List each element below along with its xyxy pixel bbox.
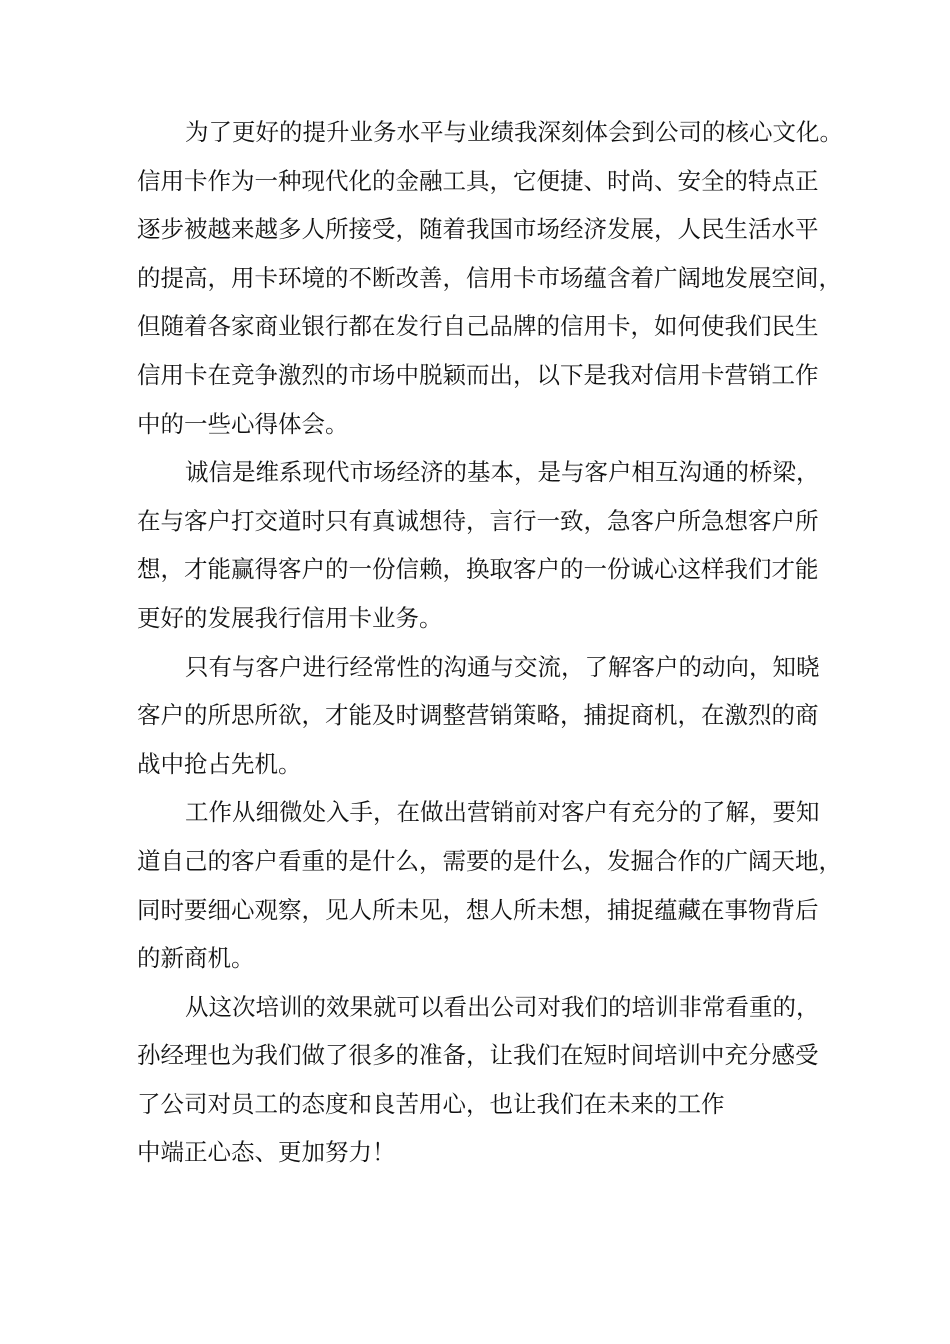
text-line: 工作从细微处入手，在做出营销前对客户有充分的了解，要知 — [185, 798, 820, 827]
text-line: 从这次培训的效果就可以看出公司对我们的培训非常看重的， — [185, 992, 820, 1021]
text-line: 只有与客户进行经常性的沟通与交流，了解客户的动向，知晓 — [185, 652, 820, 681]
document-page — [137, 108, 843, 1177]
paragraph-2 — [137, 448, 837, 642]
text-line: 中端正心态、更加努力！ — [137, 1138, 396, 1167]
text-line: 孙经理也为我们做了很多的准备，让我们在短时间培训中充分感受 — [137, 1041, 819, 1070]
text-line: 信用卡在竞争激烈的市场中脱颖而出，以下是我对信用卡营销工作 — [137, 360, 819, 389]
text-line: 在与客户打交道时只有真诚想待，言行一致，急客户所急想客户所 — [137, 506, 819, 535]
text-line: 中的一些心得体会。 — [137, 409, 349, 438]
text-line: 诚信是维系现代市场经济的基本，是与客户相互沟通的桥梁， — [185, 458, 820, 487]
text-line: 信用卡作为一种现代化的金融工具，它便捷、时尚、安全的特点正 — [137, 166, 819, 195]
paragraph-4 — [137, 788, 842, 982]
text-line: 道自己的客户看重的是什么，需要的是什么，发掘合作的广阔天地， — [137, 846, 842, 875]
text-line: 但随着各家商业银行都在发行自己品牌的信用卡，如何使我们民生 — [137, 312, 819, 341]
text-line: 想，才能赢得客户的一份信赖，换取客户的一份诚心这样我们才能 — [137, 555, 819, 584]
paragraph-5 — [137, 983, 837, 1177]
text-line: 为了更好的提升业务水平与业绩我深刻体会到公司的核心文化。 — [185, 118, 843, 146]
text-line: 逐步被越来越多人所接受，随着我国市场经济发展，人民生活水平 — [137, 215, 819, 244]
text-line: 的提高，用卡环境的不断改善，信用卡市场蕴含着广阔地发展空间， — [137, 263, 842, 292]
paragraph-1 — [137, 108, 843, 448]
paragraph-3 — [137, 643, 837, 789]
text-line: 同时要细心观察，见人所未见，想人所未想，捕捉蕴藏在事物背后 — [137, 895, 819, 924]
text-line: 更好的发展我行信用卡业务。 — [137, 603, 443, 632]
text-line: 客户的所思所欲，才能及时调整营销策略，捕捉商机，在激烈的商 — [137, 701, 819, 730]
text-line: 战中抢占先机。 — [137, 749, 302, 778]
text-line: 了公司对员工的态度和良苦用心，也让我们在未来的工作 — [137, 1089, 725, 1118]
text-line: 的新商机。 — [137, 944, 255, 973]
